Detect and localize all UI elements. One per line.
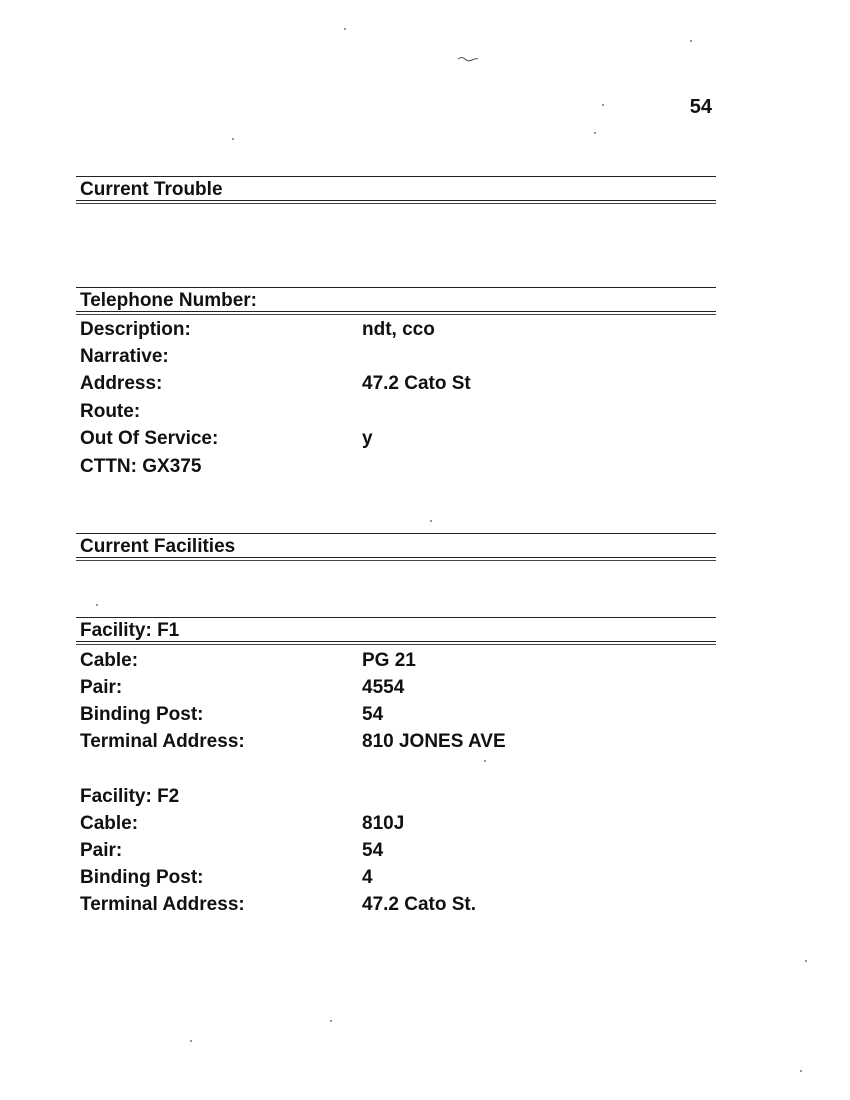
field-value: 54 [362, 840, 384, 861]
field-row-route [80, 401, 720, 427]
facility-f1-header [76, 617, 716, 645]
field-label: Binding Post: [80, 867, 204, 888]
page-number: 54 [689, 96, 712, 118]
f1-row-cable [80, 650, 720, 676]
field-label: Terminal Address: [80, 894, 245, 915]
scan-speck [96, 604, 98, 606]
field-row-description [80, 319, 720, 345]
scan-speck [594, 132, 596, 134]
f2-row-cable [80, 813, 720, 839]
field-row-cttn [80, 456, 720, 482]
field-label: Address: [80, 373, 163, 394]
f1-row-terminal-address [80, 731, 720, 757]
facility-f1-title: Facility: F1 [80, 620, 180, 641]
field-value: 4554 [362, 677, 405, 698]
header-double-rule [76, 641, 716, 645]
scan-speck [800, 1070, 802, 1072]
field-label: Cable: [80, 813, 139, 834]
header-double-rule [76, 557, 716, 561]
scan-speck [690, 40, 692, 42]
scan-speck [190, 1040, 192, 1042]
scan-speck [232, 138, 234, 140]
field-value: 810 JONES AVE [362, 731, 506, 752]
scan-speck [430, 520, 432, 522]
current-facilities-header [76, 533, 716, 561]
field-label: Out Of Service: [80, 428, 219, 449]
current-facilities-title: Current Facilities [80, 536, 236, 557]
field-label: Cable: [80, 650, 139, 671]
field-value: y [362, 428, 373, 449]
field-label: Binding Post: [80, 704, 204, 725]
current-trouble-header [76, 176, 716, 204]
field-row-out-of-service [80, 428, 720, 454]
field-value: 47.2 Cato St. [362, 894, 477, 915]
header-double-rule [76, 200, 716, 204]
f2-row-terminal-address [80, 894, 720, 920]
f1-row-binding-post [80, 704, 720, 730]
field-label: CTTN: GX375 [80, 456, 202, 477]
f1-row-pair [80, 677, 720, 703]
telephone-number-header [76, 287, 716, 315]
field-label: Facility: F2 [80, 786, 180, 807]
field-value: ndt, cco [362, 319, 435, 340]
field-label: Route: [80, 401, 141, 422]
scan-smudge [456, 54, 480, 64]
f2-row-binding-post [80, 867, 720, 893]
field-value: 54 [362, 704, 384, 725]
scan-speck [484, 760, 486, 762]
telephone-number-title: Telephone Number: [80, 290, 257, 311]
current-trouble-title: Current Trouble [80, 179, 223, 200]
field-value: 47.2 Cato St [362, 373, 471, 394]
scan-speck [330, 1020, 332, 1022]
f2-row-pair [80, 840, 720, 866]
field-value: PG 21 [362, 650, 416, 671]
field-label: Pair: [80, 677, 123, 698]
field-label: Narrative: [80, 346, 169, 367]
field-value: 4 [362, 867, 373, 888]
field-label: Terminal Address: [80, 731, 245, 752]
facility-f2-title [80, 786, 720, 812]
header-double-rule [76, 311, 716, 315]
field-label: Description: [80, 319, 191, 340]
scan-speck [805, 960, 807, 962]
field-label: Pair: [80, 840, 123, 861]
scan-speck [602, 104, 604, 106]
scan-speck [344, 28, 346, 30]
field-row-narrative [80, 346, 720, 372]
field-value: 810J [362, 813, 405, 834]
field-row-address [80, 373, 720, 399]
